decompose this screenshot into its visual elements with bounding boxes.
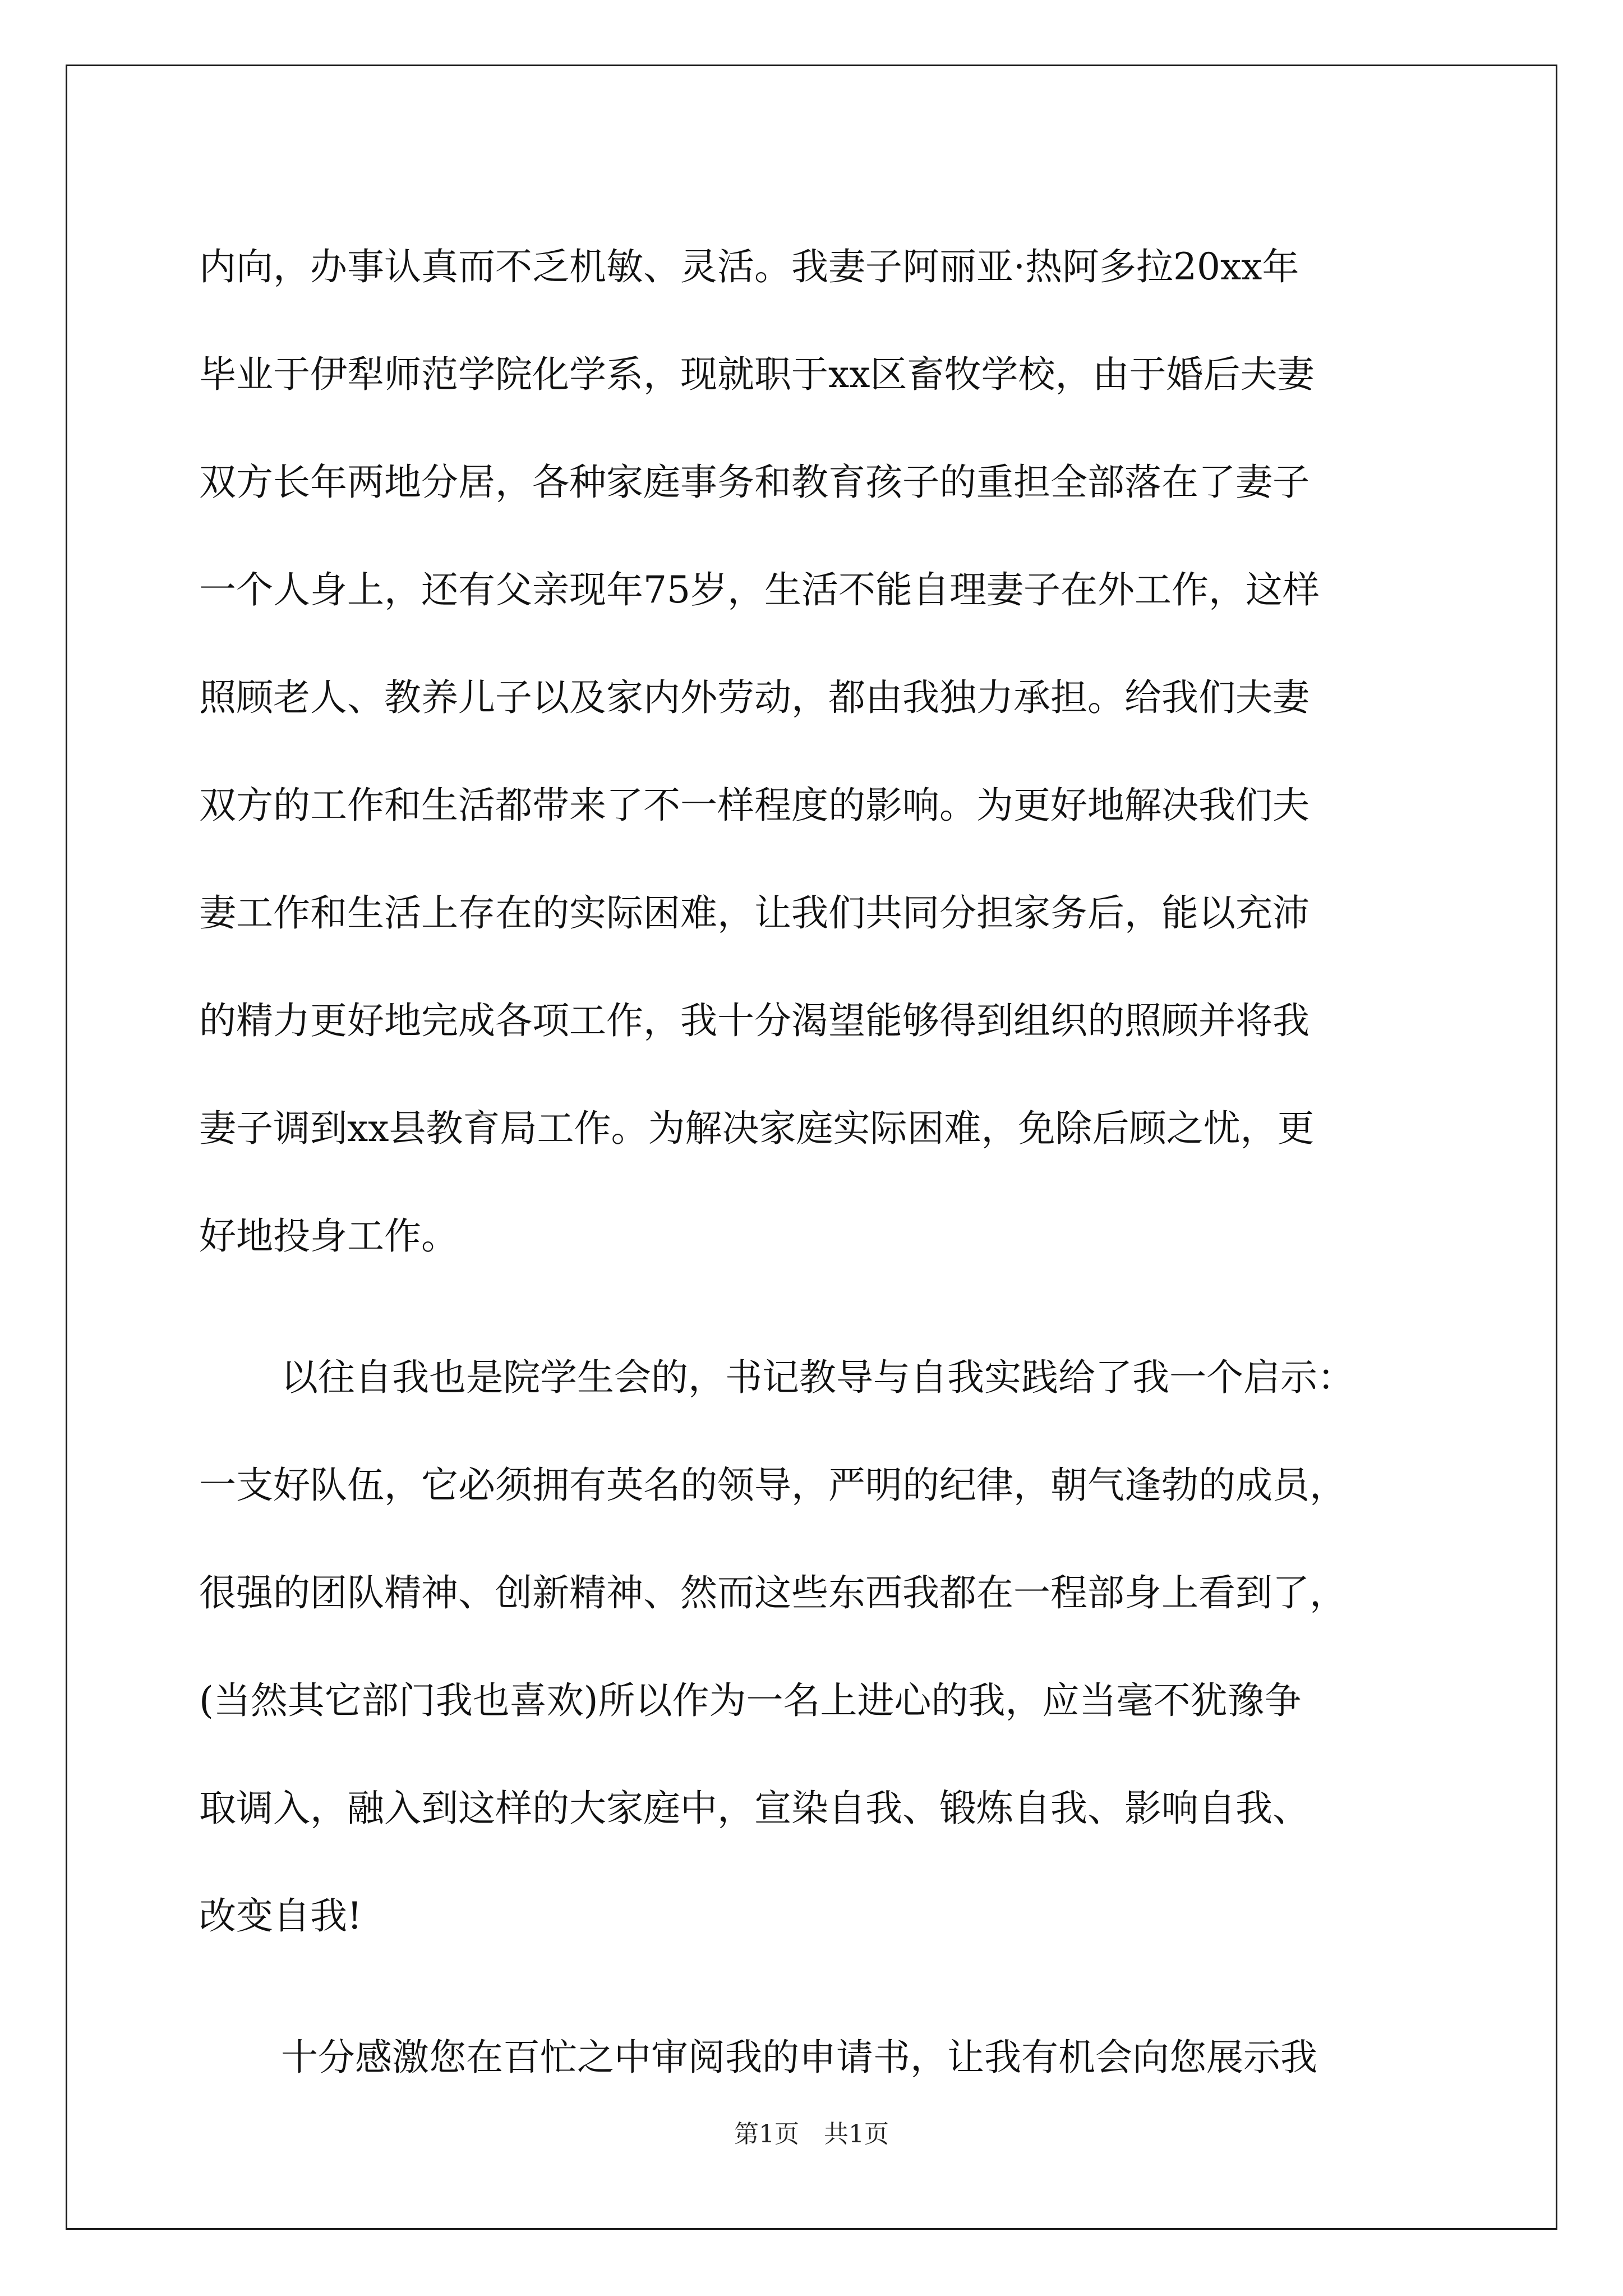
text-line: 双方长年两地分居，各种家庭事务和教育孩子的重担全部落在了妻子 [199, 461, 1310, 504]
text-line: 以往自我也是院学生会的，书记教导与自我实践给了我一个启示： [281, 1356, 1354, 1399]
text-line: 十分感激您在百忙之中审阅我的申请书，让我有机会向您展示我 [281, 2036, 1317, 2079]
text-line: 照顾老人、教养儿子以及家内外劳动，都由我独力承担。给我们夫妻 [199, 676, 1310, 719]
text-line: 取调入，融入到这样的大家庭中，宣染自我、锻炼自我、影响自我、 [199, 1787, 1310, 1830]
text-line: 一个人身上，还有父亲现年75岁，生活不能自理妻子在外工作，这样 [199, 568, 1320, 611]
text-line: 双方的工作和生活都带来了不一样程度的影响。为更好地解决我们夫 [199, 784, 1310, 827]
text-line: 妻子调到xx县教育局工作。为解决家庭实际困难，免除后顾之忧，更 [199, 1107, 1315, 1150]
page-number-label: 第1页 共1页 [734, 2120, 889, 2148]
text-line: (当然其它部门我也喜欢)所以作为一名上进心的我，应当毫不犹豫争 [199, 1679, 1302, 1722]
text-line: 妻工作和生活上存在的实际困难，让我们共同分担家务后，能以充沛 [199, 891, 1310, 935]
document-body [199, 213, 1427, 2111]
text-line: 很强的团队精神、创新精神、然而这些东西我都在一程部身上看到了， [199, 1571, 1347, 1614]
paragraph-2 [199, 1324, 1427, 1970]
text-line: 的精力更好地完成各项工作，我十分渴望能够得到组织的照顾并将我 [199, 999, 1310, 1042]
paragraph-1 [199, 213, 1427, 1290]
paragraph-3 [199, 2004, 1427, 2111]
page-footer [0, 2114, 1623, 2150]
text-line: 毕业于伊犁师范学院化学系，现就职于xx区畜牧学校，由于婚后夫妻 [199, 353, 1315, 396]
text-line: 好地投身工作。 [199, 1214, 458, 1258]
text-line: 一支好队伍，它必须拥有英名的领导，严明的纪律，朝气逢勃的成员， [199, 1464, 1347, 1507]
paragraph-gap [199, 1290, 1427, 1324]
text-line: 改变自我! [199, 1894, 362, 1938]
text-line: 内向，办事认真而不乏机敏、灵活。我妻子阿丽亚·热阿多拉20xx年 [199, 245, 1299, 288]
paragraph-gap [199, 1970, 1427, 2004]
